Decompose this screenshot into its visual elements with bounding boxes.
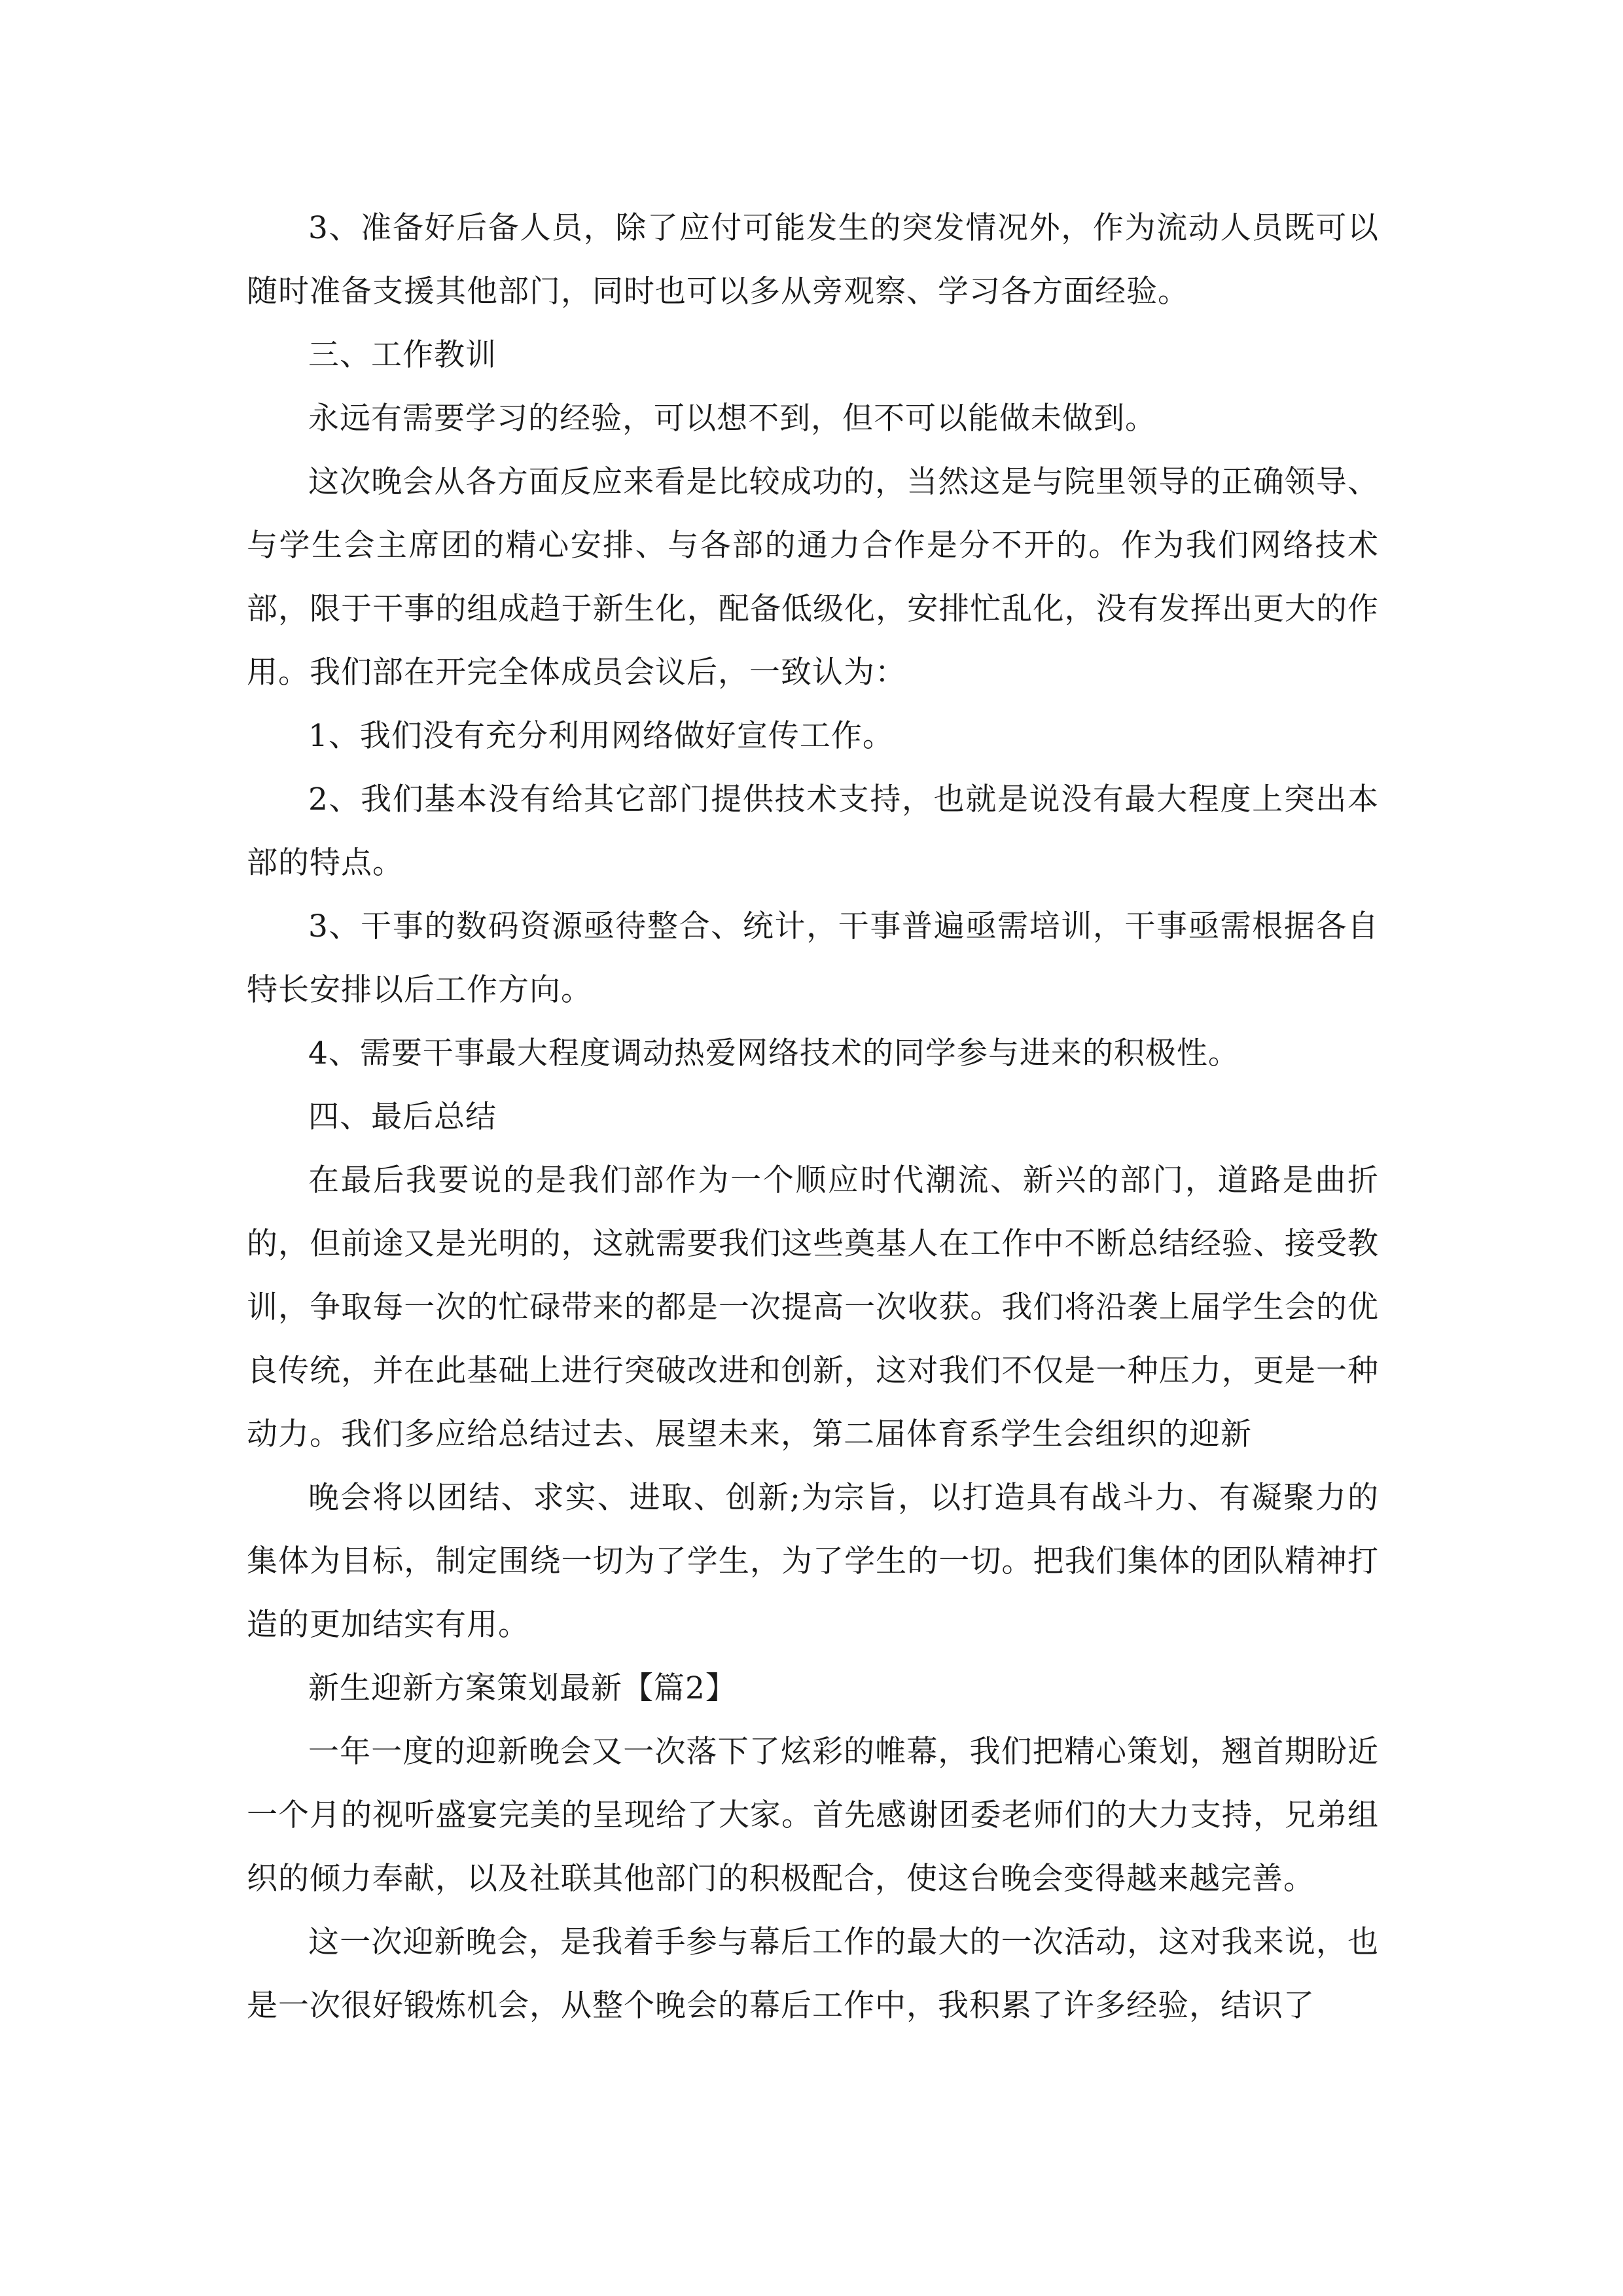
heading-article-2: 新生迎新方案策划最新【篇2】 [308, 1670, 737, 1706]
paragraph-point-4: 4、需要干事最大程度调动热爱网络技术的同学参与进来的积极性。 [308, 1035, 1240, 1071]
paragraph-always-learn: 永远有需要学习的经验，可以想不到，但不可以能做未做到。 [308, 401, 1156, 437]
document-body [247, 196, 1379, 2037]
paragraph-point-3: 3、干事的数码资源亟待整合、统计，干事普遍亟需培训，干事亟需根据各自特长安排以后工作方向。 [247, 908, 1379, 1008]
paragraph-summary-body: 在最后我要说的是我们部作为一个顺应时代潮流、新兴的部门，道路是曲折的，但前途又是光明的，这就需要我们这些奠基人在工作中不断总结经验、接受教训，争取每一次的忙碌带来的都是一次提高一次收获。我们将沿袭上届学生会的优良传统，并在此基础上进行突破改进和创新，这对我们不仅是一种压力，更是一种动力。我们多应给总结过去、展望未来，第二届体育系学生会组织的迎新 [247, 1162, 1379, 1452]
paragraph-backstage-experience: 这一次迎新晚会，是我着手参与幕后工作的最大的一次活动，这对我来说，也是一次很好锻炼机会，从整个晚会的幕后工作中，我积累了许多经验，结识了 [247, 1924, 1379, 2024]
heading-final-summary: 四、最后总结 [308, 1099, 497, 1135]
heading-work-lessons: 三、工作教训 [308, 337, 497, 373]
paragraph-summary-continued: 晚会将以团结、求实、进取、创新;为宗旨，以打造具有战斗力、有凝聚力的集体为目标，制定围绕一切为了学生，为了学生的一切。把我们集体的团队精神打造的更加结实有用。 [247, 1480, 1379, 1643]
paragraph-point-1: 1、我们没有充分利用网络做好宣传工作。 [308, 718, 894, 754]
paragraph-gala-success: 这次晚会从各方面反应来看是比较成功的，当然这是与院里领导的正确领导、与学生会主席团的精心安排、与各部的通力合作是分不开的。作为我们网络技术部，限于干事的组成趋于新生化，配备低级化，安排忙乱化，没有发挥出更大的作用。我们部在开完全体成员会议后，一致认为： [247, 464, 1379, 691]
paragraph-point-2: 2、我们基本没有给其它部门提供技术支持，也就是说没有最大程度上突出本部的特点。 [247, 781, 1379, 881]
paragraph-backup-staff: 3、准备好后备人员，除了应付可能发生的突发情况外，作为流动人员既可以随时准备支援其他部门，同时也可以多从旁观察、学习各方面经验。 [247, 210, 1379, 310]
paragraph-gala-curtain: 一年一度的迎新晚会又一次落下了炫彩的帷幕，我们把精心策划，翘首期盼近一个月的视听盛宴完美的呈现给了大家。首先感谢团委老师们的大力支持，兄弟组织的倾力奉献，以及社联其他部门的积极配合，使这台晚会变得越来越完善。 [247, 1734, 1379, 1897]
